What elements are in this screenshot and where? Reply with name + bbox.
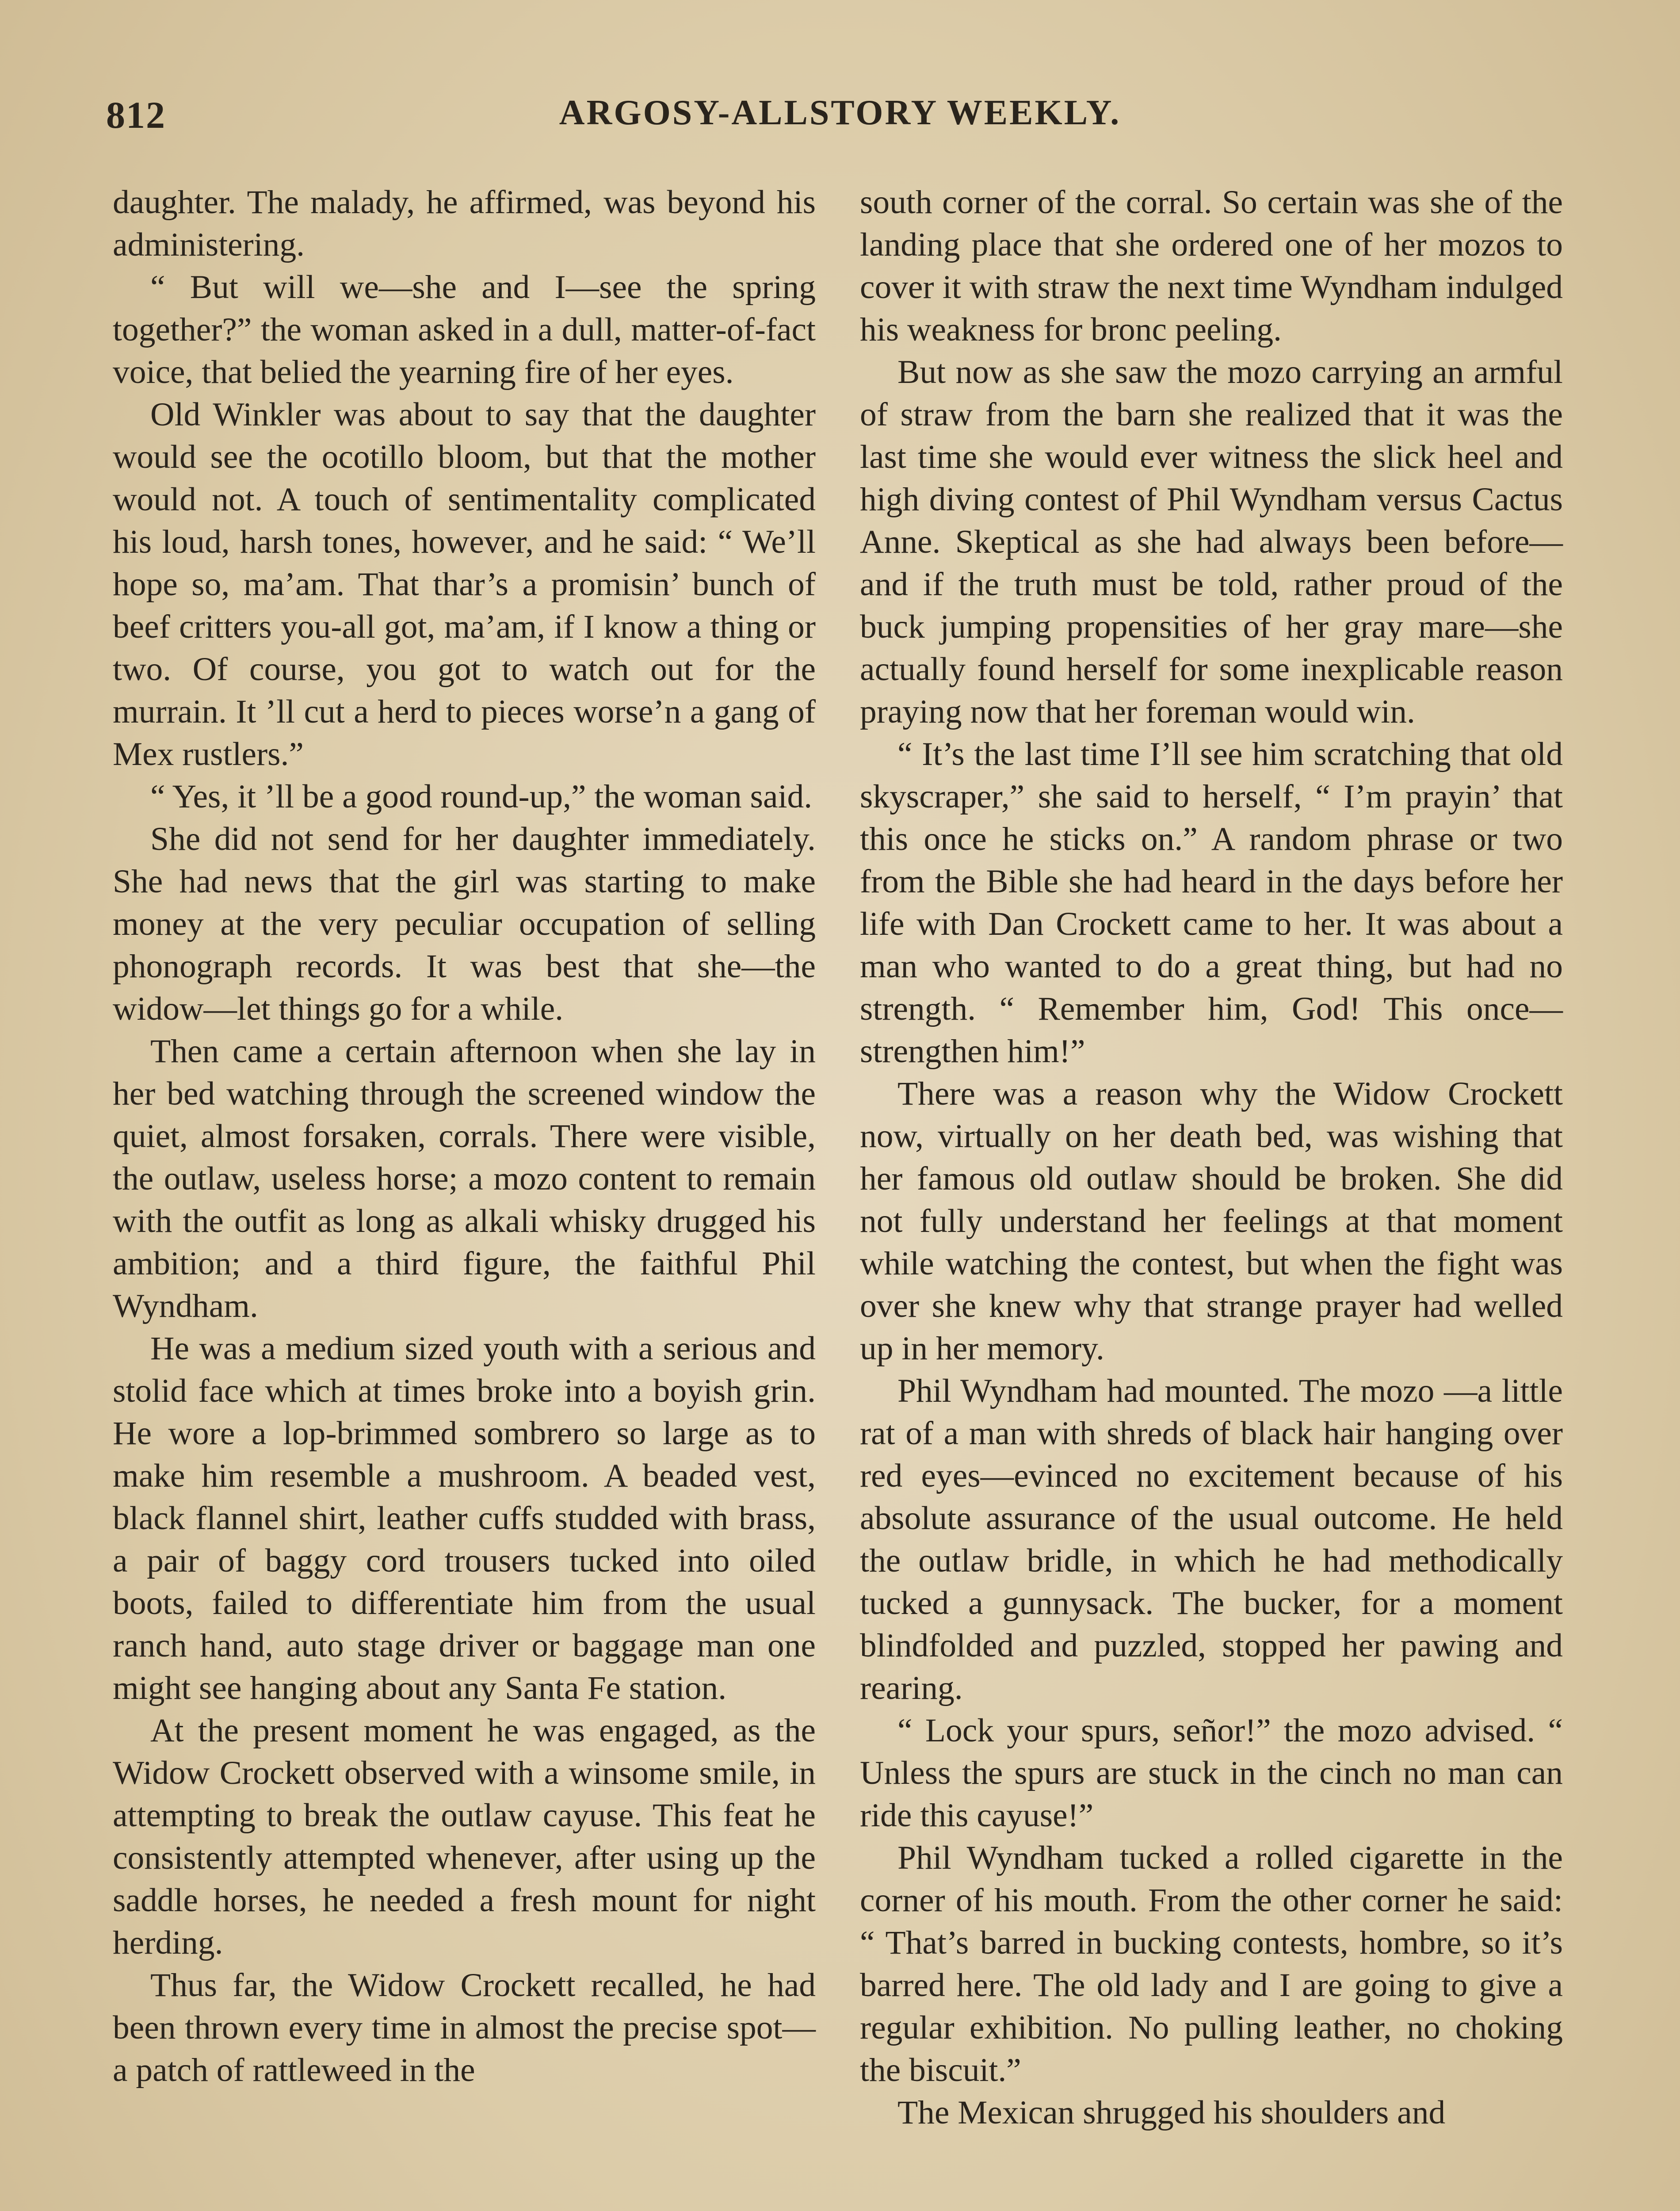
paragraph: There was a reason why the Widow Crockett now, virtually on her death bed, was wishing that her famous old outlaw should be broken. She did not fully understand her feelings at that moment while watching the contest, but when the fight was over she knew why that strange prayer had welled up in her memory. [860, 1075, 1563, 1367]
paragraph: Thus far, the Widow Crockett recalled, he had been thrown every time in almost the precise spot—a patch of rattleweed in the [113, 1967, 816, 2089]
paragraph: Old Winkler was about to say that the daughter would see the ocotillo bloom, but that the mother would not. A touch of sentimentality complicated his loud, harsh tones, however, and he said: “ We’ll hope so, ma’am. That thar’s a promisin’ bunch of beef critters you-all got, ma’am, if I know a thing or two. Of course, you got to watch out for the murrain. It ’ll cut a herd to pieces worse’n a gang of Mex rustlers.” [113, 396, 816, 773]
paragraph: “ But will we—she and I—see the spring together?” the woman asked in a dull, matter-of-fact voice, that belied the yearning fire of her eyes. [113, 269, 816, 390]
paragraph: She did not send for her daughter immediately. She had news that the girl was starting to make money at the very peculiar occupation of selling phonograph records. It was best that she—the widow—let things go for a while. [113, 821, 816, 1027]
paragraph: Phil Wyndham tucked a rolled cigarette in the corner of his mouth. From the other corner he said: “ That’s barred in bucking contests, hombre, so it’s barred here. The old lady and I are going to give a regular exhibition. No pulling leather, no choking the biscuit.” [860, 1840, 1563, 2089]
paragraph: But now as she saw the mozo carrying an armful of straw from the barn she realized that it was the last time she would ever witness the slick heel and high diving contest of Phil Wyndham versus Cactus Anne. Skeptical as she had always been before—and if the truth must be told, rather proud of the buck jumping propensities of her gray mare—she actually found herself for some inexplicable reason praying now that her foreman would win. [860, 354, 1563, 730]
left-column [113, 181, 816, 2092]
paragraph: daughter. The malady, he affirmed, was beyond his administering. [113, 184, 816, 263]
paragraph: “ Lock your spurs, señor!” the mozo advised. “ Unless the spurs are stuck in the cinch no man can ride this cayuse!” [860, 1712, 1563, 1834]
running-head: ARGOSY-ALLSTORY WEEKLY. [559, 93, 1121, 132]
paragraph: Phil Wyndham had mounted. The mozo —a little rat of a man with shreds of black hair hanging over red eyes—evinced no excitement because of his absolute assurance of the usual outcome. He held the outlaw bridle, in which he had methodically tucked a gunnysack. The bucker, for a moment blindfolded and puzzled, stopped her pawing and rearing. [860, 1373, 1563, 1706]
right-column [860, 181, 1563, 2134]
paragraph: Then came a certain afternoon when she lay in her bed watching through the screened window the quiet, almost forsaken, corrals. There were visible, the outlaw, useless horse; a mozo content to remain with the outfit as long as alkali whisky drugged his ambition; and a third figure, the faithful Phil Wyndham. [113, 1033, 816, 1324]
paragraph: “ It’s the last time I’ll see him scratching that old skyscraper,” she said to herself, “ I’m prayin’ that this once he sticks on.” A random phrase or two from the Bible she had heard in the days before her life with Dan Crockett came to her. It was about a man who wanted to do a great thing, but had no strength. “ Remember him, God! This once—strengthen him!” [860, 736, 1563, 1070]
page-number: 812 [106, 94, 166, 136]
paragraph: The Mexican shrugged his shoulders and [897, 2094, 1446, 2131]
paragraph: At the present moment he was engaged, as the Widow Crockett observed with a winsome smile, in attempting to break the outlaw cayuse. This feat he consistently attempted whenever, after using up the saddle horses, he needed a fresh mount for night herding. [113, 1712, 816, 1961]
paragraph: “ Yes, it ’ll be a good round-up,” the woman said. [150, 778, 813, 815]
paragraph: south corner of the corral. So certain was she of the landing place that she ordered one of her mozos to cover it with straw the next time Wyndham indulged his weakness for bronc peeling. [860, 184, 1563, 348]
paragraph: He was a medium sized youth with a serious and stolid face which at times broke into a boyish grin. He wore a lop-brimmed sombrero so large as to make him resemble a mushroom. A beaded vest, black flannel shirt, leather cuffs studded with brass, a pair of baggy cord trousers tucked into oiled boots, failed to differentiate him from the usual ranch hand, auto stage driver or baggage man one might see hanging about any Santa Fe station. [113, 1330, 816, 1706]
page-header [106, 93, 1574, 146]
